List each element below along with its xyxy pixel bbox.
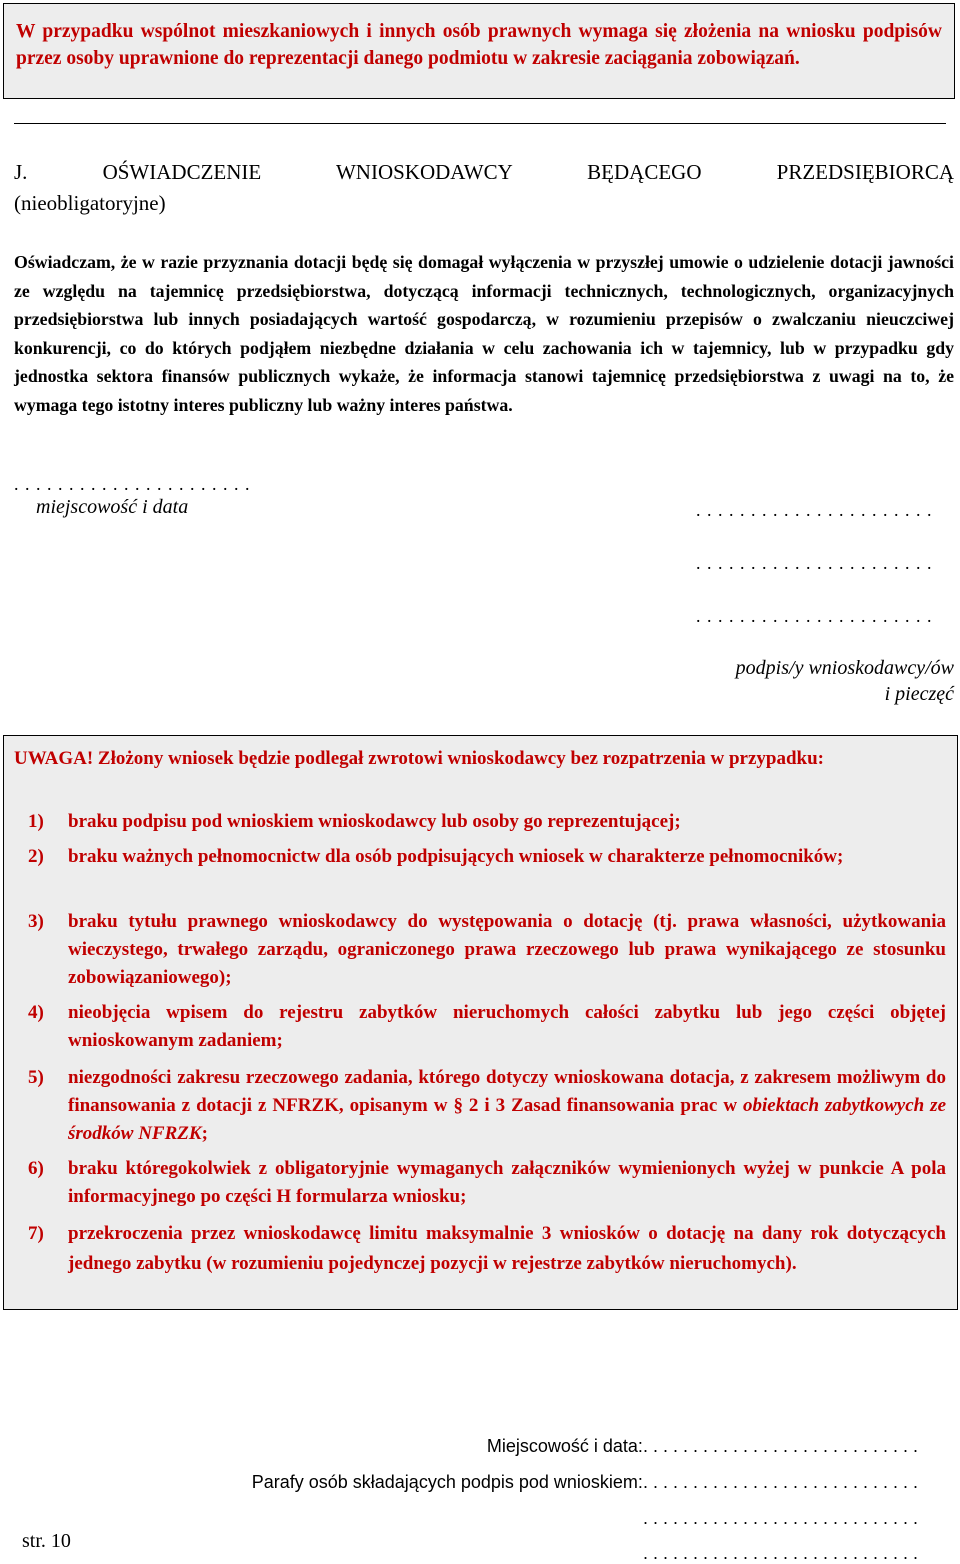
warning-intro: UWAGA! Złożony wniosek będzie podlegał zwrotowi wnioskodawcy bez rozpatrzenia w przypadku: — [14, 748, 824, 769]
list-item-number: 4) — [28, 1002, 44, 1023]
list-item-number: 6) — [28, 1158, 44, 1179]
footer-initials-dots-3: . . . . . . . . . . . . . . . . . . . . . . . . . . . . — [642, 1543, 918, 1563]
list-item-number: 5) — [28, 1067, 44, 1088]
footer-initials — [252, 1472, 918, 1493]
list-item-text-end: ; — [201, 1123, 208, 1144]
page-number: str. 10 — [22, 1530, 71, 1552]
seal-label: i pieczęć — [884, 683, 954, 705]
list-item-text: nieobjęcia wpisem do rejestru zabytków nieruchomych całości zabytku lub jego części objętej wnioskowanym zadaniem; — [68, 1002, 946, 1051]
signature-dots-1: . . . . . . . . . . . . . . . . . . . . . . — [696, 500, 933, 520]
list-item-text: braku tytułu prawnego wnioskodawcy do występowania o dotację (tj. prawa własności, użytkowania wieczystego, trwałego zarządu, ograniczonego prawa rzeczowego lub prawa wynikającego ze stosunku zobowiązaniowego); — [68, 911, 946, 988]
list-item-text: braku podpisu pod wnioskiem wnioskodawcy lub osoby go reprezentującej; — [68, 811, 681, 832]
list-item-number: 1) — [28, 811, 44, 832]
separator-line — [14, 123, 946, 124]
section-subtitle: (nieobligatoryjne) — [14, 191, 166, 215]
signature-dots-2: . . . . . . . . . . . . . . . . . . . . . . — [696, 553, 933, 573]
notice-text: W przypadku wspólnot mieszkaniowych i innych osób prawnych wymaga się złożenia na wniosku podpisów przez osoby uprawnione do reprezentacji danego podmiotu w zakresie zaciągania zobowiązań. — [16, 21, 942, 69]
list-item-text-part: niezgodności zakresu rzeczowego zadania, którego dotyczy wnioskowana dotacja, z zakresem możliwym do finansowania z dotacji z NFRZK, opisanym w § 2 i 3 Zasad finansowania prac w — [68, 1067, 946, 1116]
declaration-text: Oświadczam, że w razie przyznania dotacji będę się domagał wyłączenia w przyszłej umowie o udzielenie dotacji jawności ze względu na tajemnicę przedsiębiorstwa, dotyczącą informacji technicznych, technologicznych, organizacyjnych przedsiębiorstwa lub innych posiadających wartość gospodarczą, w rozumieniu przepisów o zwalczaniu nieuczciwej konkurencji, co do których podjąłem niezbędne działania w celu zachowania ich w tajemnicy, lub w przypadku gdy jednostka sektora finansów publicznych wykaże, że informacja stanowi tajemnicę przedsiębiorstwa z uwagi na to, że wymaga tego istotny interes publiczny lub ważny interes państwa. — [14, 252, 954, 415]
notice-box — [3, 3, 955, 99]
section-title: J. OŚWIADCZENIE WNIOSKODAWCY BĘDĄCEGO PRZEDSIĘBIORCĄ — [14, 160, 954, 184]
list-item-text: braku któregokolwiek z obligatoryjnie wymaganych załączników wymienionych wyżej w punkcie A pola informacyjnego po części H formularza wniosku; — [68, 1158, 946, 1207]
list-item-text: braku ważnych pełnomocnictw dla osób podpisujących wniosek w charakterze pełnomocników; — [68, 846, 844, 867]
list-item-text — [68, 1064, 946, 1148]
list-item-text: przekroczenia przez wnioskodawcę limitu maksymalnie 3 wniosków o dotację na dany rok dotyczących jednego zabytku (w rozumieniu pojedynczej pozycji w rejestrze zabytków nieruchomych). — [68, 1223, 946, 1274]
list-item-number: 7) — [28, 1223, 44, 1244]
warning-box — [3, 735, 958, 1310]
footer-initials-label: Parafy osób składających podpis pod wnioskiem: — [251, 1472, 643, 1492]
footer-initials-dots: . . . . . . . . . . . . . . . . . . . . . . . . . . . . — [642, 1472, 918, 1492]
signature-dots-3: . . . . . . . . . . . . . . . . . . . . . . — [696, 606, 933, 626]
footer-place-date — [487, 1436, 918, 1457]
footer-place-date-dots: . . . . . . . . . . . . . . . . . . . . . . . . . . . . — [642, 1436, 918, 1456]
list-item-italic-part: obiektach zabytkowych ze środków NFRZK — [68, 1095, 946, 1144]
footer-place-date-label: Miejscowość i data: — [486, 1436, 643, 1456]
signature-label: podpis/y wnioskodawcy/ów — [735, 657, 954, 679]
list-item-number: 2) — [28, 846, 44, 867]
place-date-label: miejscowość i data — [36, 496, 189, 518]
footer-initials-dots-2: . . . . . . . . . . . . . . . . . . . . . . . . . . . . — [642, 1508, 918, 1528]
list-item-number: 3) — [28, 911, 44, 932]
place-date-dots: . . . . . . . . . . . . . . . . . . . . . . — [14, 474, 251, 494]
